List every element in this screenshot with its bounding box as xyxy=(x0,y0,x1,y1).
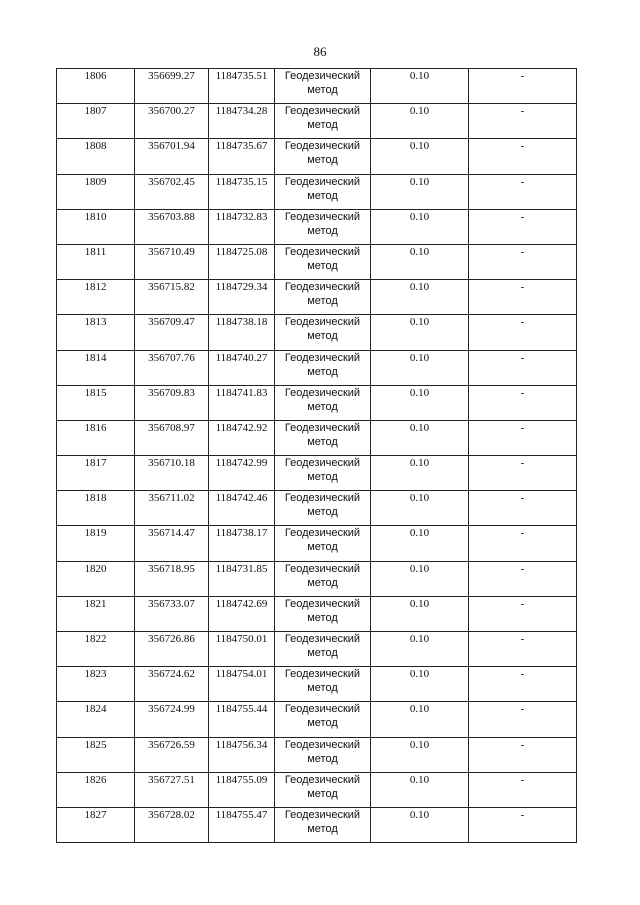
method-line2: метод xyxy=(307,119,338,132)
accuracy-cell: 0.10 xyxy=(371,315,469,350)
accuracy-cell: 0.10 xyxy=(371,280,469,315)
point-number-cell: 1820 xyxy=(57,561,135,596)
method-line2: метод xyxy=(307,717,338,730)
method-cell xyxy=(275,807,371,842)
method-line1: Геодезический xyxy=(284,245,361,258)
method-line1: Геодезический xyxy=(284,316,361,329)
point-number-cell: 1807 xyxy=(57,104,135,139)
method-cell xyxy=(275,456,371,491)
point-number-cell: 1822 xyxy=(57,632,135,667)
y-coordinate-cell: 1184750.01 xyxy=(209,632,275,667)
coordinates-table-body xyxy=(57,69,577,843)
method-line1: Геодезический xyxy=(284,633,361,645)
accuracy-cell: 0.10 xyxy=(371,420,469,455)
table-row xyxy=(57,737,577,772)
y-coordinate-cell: 1184754.01 xyxy=(209,667,275,702)
x-coordinate-cell: 356709.47 xyxy=(135,315,209,350)
accuracy-cell: 0.10 xyxy=(371,209,469,244)
method-cell xyxy=(275,69,371,104)
method-line2: метод xyxy=(307,471,338,484)
method-line2: метод xyxy=(307,822,338,835)
extra-cell: - xyxy=(469,526,577,561)
extra-cell: - xyxy=(469,244,577,279)
method-cell xyxy=(275,209,371,244)
point-number-cell: 1812 xyxy=(57,280,135,315)
method-line1: Геодезический xyxy=(284,492,361,505)
accuracy-cell: 0.10 xyxy=(371,491,469,526)
extra-cell: - xyxy=(469,772,577,807)
accuracy-cell: 0.10 xyxy=(371,104,469,139)
method-line1: Геодезический xyxy=(284,597,361,610)
table-row xyxy=(57,209,577,244)
method-line2: метод xyxy=(307,84,338,96)
accuracy-cell: 0.10 xyxy=(371,244,469,279)
table-row xyxy=(57,139,577,174)
table-row xyxy=(57,69,577,104)
method-line2: метод xyxy=(307,365,338,378)
table-row xyxy=(57,315,577,350)
extra-cell: - xyxy=(469,174,577,209)
table-row xyxy=(57,772,577,807)
method-line1: Геодезический xyxy=(284,773,361,786)
accuracy-cell: 0.10 xyxy=(371,174,469,209)
point-number-cell: 1825 xyxy=(57,737,135,772)
extra-cell: - xyxy=(469,667,577,702)
point-number-cell: 1806 xyxy=(57,69,135,104)
x-coordinate-cell: 356726.86 xyxy=(135,632,209,667)
y-coordinate-cell: 1184734.28 xyxy=(209,104,275,139)
method-cell xyxy=(275,632,371,667)
method-cell xyxy=(275,526,371,561)
table-row xyxy=(57,491,577,526)
y-coordinate-cell: 1184729.34 xyxy=(209,280,275,315)
table-row xyxy=(57,561,577,596)
x-coordinate-cell: 356728.02 xyxy=(135,807,209,842)
point-number-cell: 1819 xyxy=(57,526,135,561)
accuracy-cell: 0.10 xyxy=(371,526,469,561)
method-line2: метод xyxy=(307,154,338,167)
accuracy-cell: 0.10 xyxy=(371,807,469,842)
table-row xyxy=(57,807,577,842)
method-cell xyxy=(275,561,371,596)
x-coordinate-cell: 356711.02 xyxy=(135,491,209,526)
y-coordinate-cell: 1184755.44 xyxy=(209,702,275,737)
point-number-cell: 1811 xyxy=(57,244,135,279)
y-coordinate-cell: 1184725.08 xyxy=(209,244,275,279)
extra-cell: - xyxy=(469,104,577,139)
x-coordinate-cell: 356710.49 xyxy=(135,244,209,279)
method-cell xyxy=(275,174,371,209)
method-line2: метод xyxy=(307,752,338,765)
accuracy-cell: 0.10 xyxy=(371,350,469,385)
point-number-cell: 1810 xyxy=(57,209,135,244)
point-number-cell: 1815 xyxy=(57,385,135,420)
extra-cell: - xyxy=(469,491,577,526)
table-row xyxy=(57,244,577,279)
table-row xyxy=(57,526,577,561)
x-coordinate-cell: 356709.83 xyxy=(135,385,209,420)
extra-cell: - xyxy=(469,596,577,631)
x-coordinate-cell: 356699.27 xyxy=(135,69,209,104)
x-coordinate-cell: 356701.94 xyxy=(135,139,209,174)
extra-cell: - xyxy=(469,280,577,315)
accuracy-cell: 0.10 xyxy=(371,69,469,104)
method-cell xyxy=(275,596,371,631)
coordinates-table xyxy=(56,68,577,843)
method-cell xyxy=(275,667,371,702)
point-number-cell: 1821 xyxy=(57,596,135,631)
method-line1: Геодезический xyxy=(284,351,361,364)
extra-cell: - xyxy=(469,315,577,350)
y-coordinate-cell: 1184738.17 xyxy=(209,526,275,561)
point-number-cell: 1823 xyxy=(57,667,135,702)
extra-cell: - xyxy=(469,737,577,772)
x-coordinate-cell: 356702.45 xyxy=(135,174,209,209)
method-line2: метод xyxy=(307,295,338,308)
x-coordinate-cell: 356718.95 xyxy=(135,561,209,596)
x-coordinate-cell: 356726.59 xyxy=(135,737,209,772)
y-coordinate-cell: 1184741.83 xyxy=(209,385,275,420)
x-coordinate-cell: 356715.82 xyxy=(135,280,209,315)
y-coordinate-cell: 1184740.27 xyxy=(209,350,275,385)
table-row xyxy=(57,280,577,315)
method-line1: Геодезический xyxy=(284,527,361,540)
table-row xyxy=(57,104,577,139)
method-line1: Геодезический xyxy=(284,210,361,223)
x-coordinate-cell: 356710.18 xyxy=(135,456,209,491)
method-line2: метод xyxy=(307,682,338,695)
method-cell xyxy=(275,139,371,174)
extra-cell: - xyxy=(469,69,577,104)
method-line1: Геодезический xyxy=(284,70,361,82)
table-row xyxy=(57,632,577,667)
extra-cell: - xyxy=(469,209,577,244)
extra-cell: - xyxy=(469,385,577,420)
y-coordinate-cell: 1184731.85 xyxy=(209,561,275,596)
extra-cell: - xyxy=(469,139,577,174)
table-row xyxy=(57,350,577,385)
y-coordinate-cell: 1184732.83 xyxy=(209,209,275,244)
method-line2: метод xyxy=(307,787,338,800)
y-coordinate-cell: 1184735.67 xyxy=(209,139,275,174)
x-coordinate-cell: 356707.76 xyxy=(135,350,209,385)
accuracy-cell: 0.10 xyxy=(371,596,469,631)
accuracy-cell: 0.10 xyxy=(371,772,469,807)
table-row xyxy=(57,596,577,631)
method-line2: метод xyxy=(307,647,338,659)
accuracy-cell: 0.10 xyxy=(371,561,469,596)
method-cell xyxy=(275,385,371,420)
x-coordinate-cell: 356733.07 xyxy=(135,596,209,631)
extra-cell: - xyxy=(469,420,577,455)
accuracy-cell: 0.10 xyxy=(371,702,469,737)
method-cell xyxy=(275,104,371,139)
method-cell xyxy=(275,350,371,385)
method-line1: Геодезический xyxy=(284,562,361,575)
table-row xyxy=(57,420,577,455)
method-line1: Геодезический xyxy=(284,386,361,399)
method-line1: Геодезический xyxy=(284,703,361,716)
y-coordinate-cell: 1184755.09 xyxy=(209,772,275,807)
method-line2: метод xyxy=(307,259,338,272)
point-number-cell: 1824 xyxy=(57,702,135,737)
page-number: 86 xyxy=(313,44,327,59)
method-line1: Геодезический xyxy=(284,421,361,434)
extra-cell: - xyxy=(469,807,577,842)
method-line2: метод xyxy=(307,576,338,589)
accuracy-cell: 0.10 xyxy=(371,737,469,772)
y-coordinate-cell: 1184742.99 xyxy=(209,456,275,491)
method-cell xyxy=(275,420,371,455)
point-number-cell: 1808 xyxy=(57,139,135,174)
point-number-cell: 1817 xyxy=(57,456,135,491)
method-line1: Геодезический xyxy=(284,457,361,470)
method-line1: Геодезический xyxy=(284,668,361,681)
method-cell xyxy=(275,491,371,526)
y-coordinate-cell: 1184742.69 xyxy=(209,596,275,631)
y-coordinate-cell: 1184738.18 xyxy=(209,315,275,350)
point-number-cell: 1816 xyxy=(57,420,135,455)
accuracy-cell: 0.10 xyxy=(371,385,469,420)
extra-cell: - xyxy=(469,561,577,596)
method-line2: метод xyxy=(307,611,338,624)
method-line2: метод xyxy=(307,224,338,237)
method-line2: метод xyxy=(307,330,338,343)
method-line2: метод xyxy=(307,189,338,202)
x-coordinate-cell: 356727.51 xyxy=(135,772,209,807)
y-coordinate-cell: 1184755.47 xyxy=(209,807,275,842)
accuracy-cell: 0.10 xyxy=(371,632,469,667)
table-row xyxy=(57,667,577,702)
point-number-cell: 1827 xyxy=(57,807,135,842)
method-cell xyxy=(275,315,371,350)
table-row xyxy=(57,456,577,491)
y-coordinate-cell: 1184735.51 xyxy=(209,69,275,104)
table-row xyxy=(57,702,577,737)
y-coordinate-cell: 1184742.46 xyxy=(209,491,275,526)
x-coordinate-cell: 356700.27 xyxy=(135,104,209,139)
extra-cell: - xyxy=(469,350,577,385)
method-line1: Геодезический xyxy=(284,105,361,118)
accuracy-cell: 0.10 xyxy=(371,667,469,702)
method-line2: метод xyxy=(307,435,338,448)
method-cell xyxy=(275,280,371,315)
method-cell xyxy=(275,737,371,772)
x-coordinate-cell: 356724.62 xyxy=(135,667,209,702)
point-number-cell: 1814 xyxy=(57,350,135,385)
method-line1: Геодезический xyxy=(284,281,361,294)
table-row xyxy=(57,385,577,420)
x-coordinate-cell: 356714.47 xyxy=(135,526,209,561)
method-cell xyxy=(275,772,371,807)
extra-cell: - xyxy=(469,702,577,737)
point-number-cell: 1813 xyxy=(57,315,135,350)
method-cell xyxy=(275,702,371,737)
method-line2: метод xyxy=(307,400,338,413)
point-number-cell: 1826 xyxy=(57,772,135,807)
extra-cell: - xyxy=(469,456,577,491)
accuracy-cell: 0.10 xyxy=(371,139,469,174)
extra-cell: - xyxy=(469,632,577,667)
y-coordinate-cell: 1184742.92 xyxy=(209,420,275,455)
accuracy-cell: 0.10 xyxy=(371,456,469,491)
method-line2: метод xyxy=(307,541,338,554)
y-coordinate-cell: 1184756.34 xyxy=(209,737,275,772)
point-number-cell: 1818 xyxy=(57,491,135,526)
point-number-cell: 1809 xyxy=(57,174,135,209)
x-coordinate-cell: 356724.99 xyxy=(135,702,209,737)
table-row xyxy=(57,174,577,209)
x-coordinate-cell: 356703.88 xyxy=(135,209,209,244)
method-cell xyxy=(275,244,371,279)
method-line1: Геодезический xyxy=(284,175,361,188)
x-coordinate-cell: 356708.97 xyxy=(135,420,209,455)
method-line1: Геодезический xyxy=(284,808,361,821)
method-line1: Геодезический xyxy=(284,140,361,153)
method-line1: Геодезический xyxy=(284,738,361,751)
y-coordinate-cell: 1184735.15 xyxy=(209,174,275,209)
method-line2: метод xyxy=(307,506,338,519)
